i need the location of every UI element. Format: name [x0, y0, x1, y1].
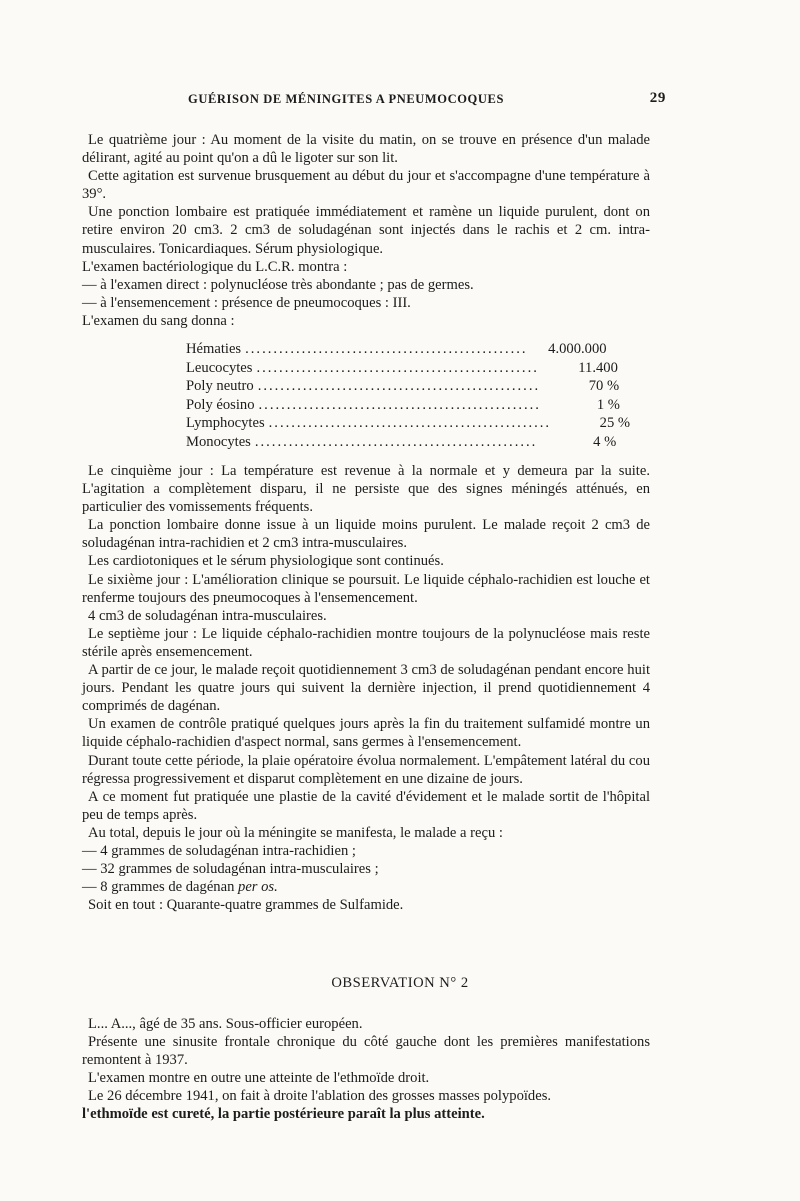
paragraph: A ce moment fut pratiquée une plastie de la cavité d'évidement et le malade sortit de l'hôpital peu de temps après. — [82, 788, 650, 823]
paragraph: L'examen montre en outre une atteinte de l'ethmoïde droit. — [88, 1070, 430, 1087]
dagenan-line: — 8 grammes de dagénan — [82, 879, 239, 896]
running-title: GUÉRISON DE MÉNINGITES A PNEUMOCOQUES — [188, 92, 504, 106]
paragraph: — 32 grammes de soludagénan intra-musculaires ; — [82, 861, 379, 878]
paragraph: La ponction lombaire donne issue à un liquide moins purulent. Le malade reçoit 2 cm3 de soludagénan intra-rachidien et 2 cm3 intra-musculaires. — [82, 517, 650, 552]
paragraph: Le 26 décembre 1941, on fait à droite l'ablation des grosses masses polypoïdes. — [88, 1088, 552, 1105]
table-row: Poly éosino .................................................. 1 % — [186, 396, 620, 413]
row-label: Monocytes — [186, 433, 251, 450]
paragraph: L'examen du sang donna : — [82, 312, 235, 329]
paragraph: — à l'examen direct : polynucléose très abondante ; pas de germes. — [82, 276, 474, 293]
row-label: Poly éosino — [186, 396, 255, 413]
paragraph: Les cardiotoniques et le sérum physiologique sont continués. — [88, 553, 444, 570]
table-row: Poly neutro .................................................. 70 % — [186, 378, 620, 395]
paragraph: Le quatrième jour : Au moment de la visite du matin, on se trouve en présence d'un malade délirant, agité au point qu'on a dû le ligoter sur son lit. — [82, 132, 650, 167]
text-block-2 — [82, 462, 650, 914]
paragraph: A partir de ce jour, le malade reçoit quotidiennement 3 cm3 de soludagénan pendant encore huit jours. Pendant les quatre jours qui suivent la dernière injection, il prend quotidiennement 4 comprimés de dagénan. — [82, 662, 650, 715]
table-row: Hématies .................................................. 4.000.000 — [186, 341, 607, 357]
row-value: 70 % — [588, 378, 620, 395]
observation-title: OBSERVATION N° 2 — [331, 975, 469, 991]
paragraph: Un examen de contrôle pratiqué quelques jours après la fin du traitement sulfamidé montre un liquide céphalo-rachidien d'aspect normal, sans germes à l'ensemencement. — [82, 716, 650, 751]
row-label: Hématies — [186, 341, 242, 357]
paragraph: Au total, depuis le jour où la méningite se manifesta, le malade a reçu : — [88, 824, 503, 841]
page-number: 29 — [649, 90, 666, 106]
row-value: 4.000.000 — [548, 341, 607, 357]
paragraph: Cette agitation est survenue brusquement au début du jour et s'accompagne d'une température à 39°. — [82, 168, 650, 203]
paragraph: 4 cm3 de soludagénan intra-musculaires. — [88, 607, 327, 624]
paragraph: L'examen bactériologique du L.C.R. montra : — [82, 258, 348, 275]
blood-count-table — [186, 340, 631, 452]
paragraph: l'ethmoïde est cureté, la partie postérieure paraît la plus atteinte. — [82, 1106, 485, 1123]
per-os-italic: per os. — [238, 879, 278, 896]
paragraph: — 4 grammes de soludagénan intra-rachidien ; — [82, 842, 356, 859]
row-label: Lymphocytes — [186, 415, 265, 432]
table-row: Leucocytes .................................................. 11.400 — [186, 359, 618, 376]
table-row: Lymphocytes .................................................. 25 % — [186, 415, 631, 432]
row-label: Poly neutro — [186, 378, 254, 395]
running-header — [188, 90, 666, 107]
paragraph: — à l'ensemencement : présence de pneumocoques : III. — [82, 294, 411, 311]
paragraph: L... A..., âgé de 35 ans. Sous-officier européen. — [88, 1016, 363, 1032]
row-label: Leucocytes — [186, 359, 253, 376]
paragraph: Durant toute cette période, la plaie opératoire évolua normalement. L'empâtement latéral du cou régressa progressivement et disparut complètement en une dizaine de jours. — [82, 752, 650, 787]
paragraph: Le sixième jour : L'amélioration clinique se poursuit. Le liquide céphalo-rachidien est louche et renferme toujours des pneumocoques à l'ensemencement. — [82, 571, 650, 606]
paragraph: Soit en tout : Quarante-quatre grammes de Sulfamide. — [88, 897, 404, 914]
paragraph: Une ponction lombaire est pratiquée immédiatement et ramène un liquide purulent, dont on retire environ 20 cm3. 2 cm3 de soludagénan sont injectés dans le rachis et 2 cm. intra-musculaires. Tonicardiaques. Sérum physiologique. — [82, 204, 650, 257]
text-block-1 — [82, 131, 650, 330]
paragraph: Présente une sinusite frontale chronique du côté gauche dont les premières manifestations remontent à 1937. — [82, 1034, 650, 1069]
paragraph: Le septième jour : Le liquide céphalo-rachidien montre toujours de la polynucléose mais reste stérile après ensemencement. — [82, 625, 650, 660]
row-value: 4 % — [593, 433, 617, 450]
text-block-3 — [82, 1015, 650, 1124]
row-value: 11.400 — [578, 359, 618, 376]
row-value: 25 % — [599, 415, 631, 432]
table-row: Monocytes .................................................. 4 % — [186, 433, 617, 450]
paragraph: Le cinquième jour : La température est revenue à la normale et y demeura par la suite. L'agitation a complètement disparu, il ne persiste que des signes méningés atténués, en particulier des vomissements fréquents. — [82, 463, 650, 516]
paragraph — [82, 878, 650, 896]
row-value: 1 % — [596, 396, 620, 413]
